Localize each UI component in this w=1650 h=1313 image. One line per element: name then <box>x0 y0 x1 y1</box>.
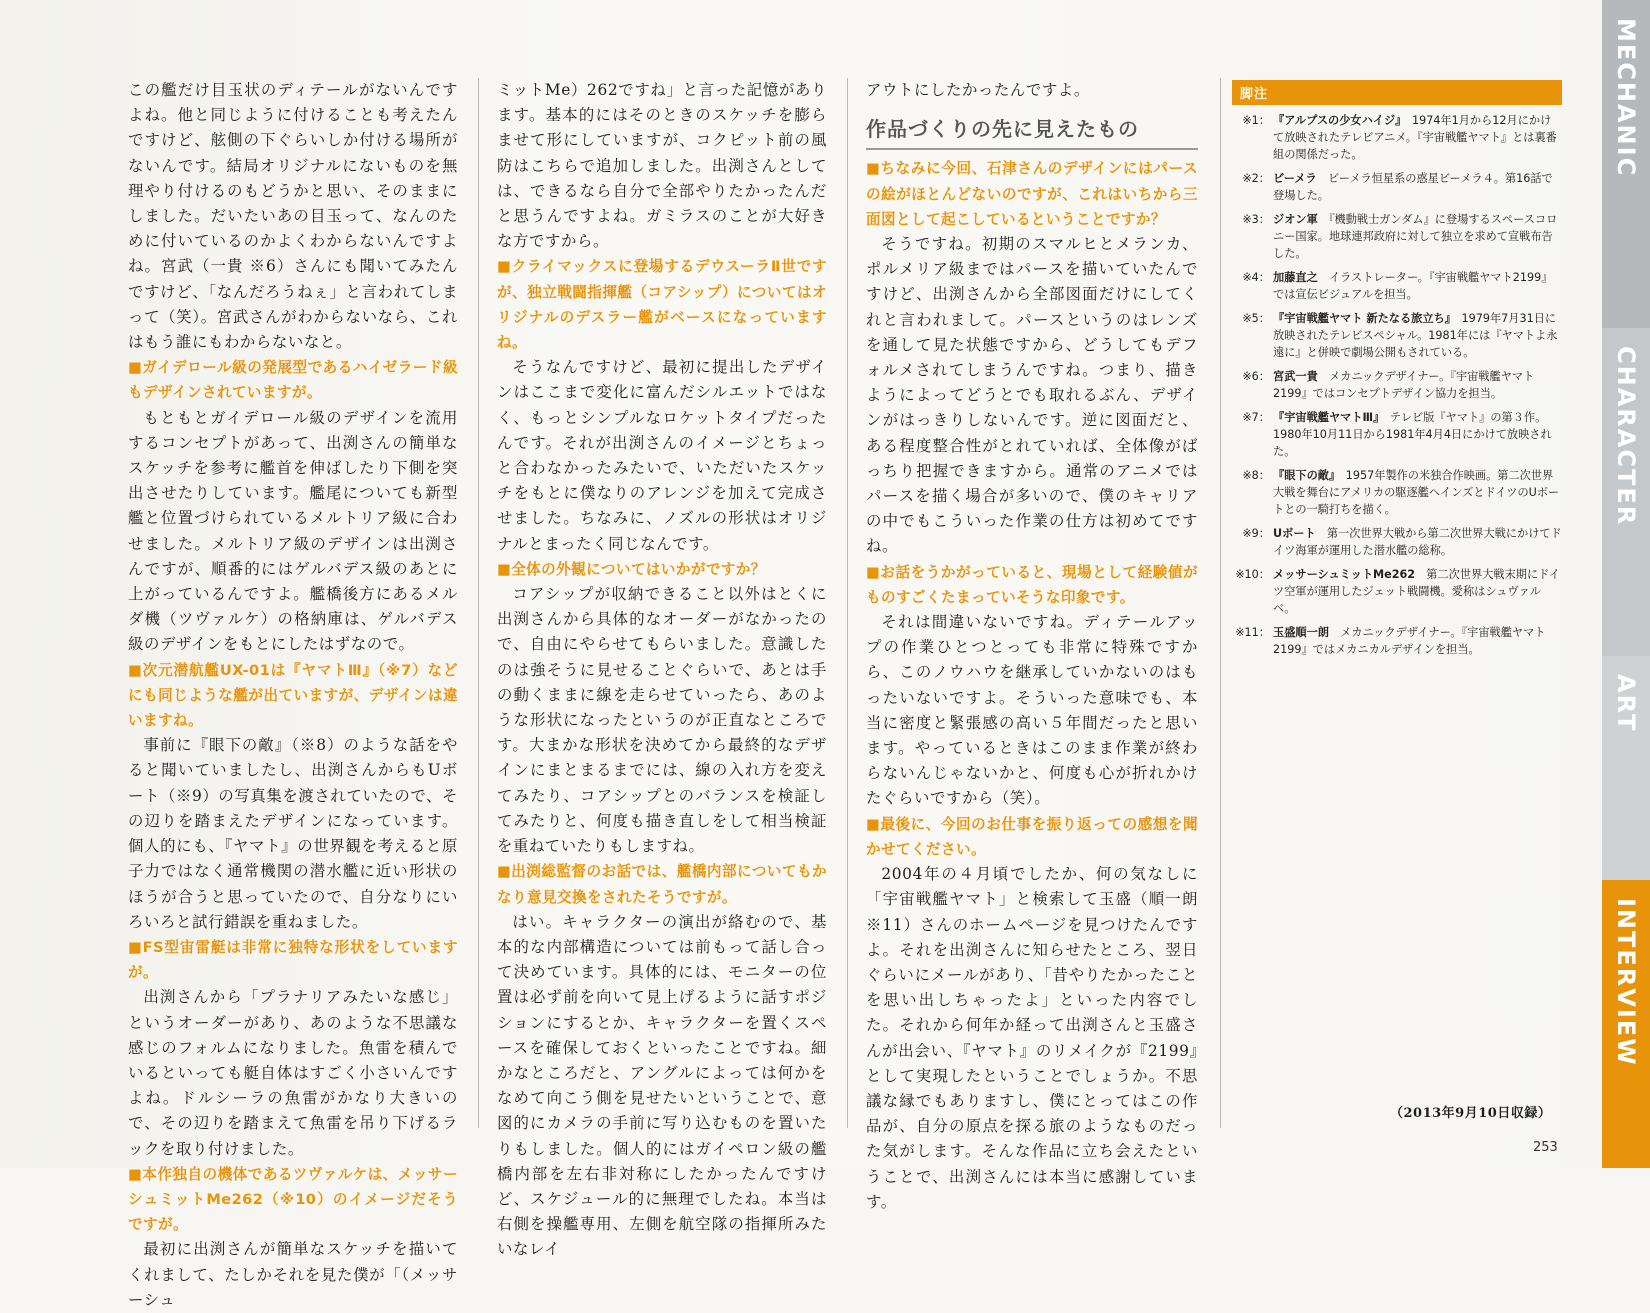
footnote-term: ビーメラ <box>1273 172 1317 185</box>
page-number: 253 <box>1533 1140 1558 1155</box>
interview-question: ■ガイデロール級の発展型であるハイゼラード級もデザインされていますが。 <box>128 359 458 402</box>
footnotes-heading: 脚注 <box>1232 80 1562 105</box>
footnote-term: 『宇宙戦艦ヤマトⅢ』 <box>1273 411 1379 424</box>
footnote-item <box>1232 310 1562 361</box>
interview-answer-paragraph: もともとガイデロール級のデザインを流用するコンセプトがあって、出渕さんの簡単なスケッチを参考に艦首を伸ばしたり下側を突出させたりしています。艦尾についても新型艦と位置づけられているメルトリア級に合わせました。メルトリア級のデザインは出渕さんですが、順番的にはゲルバデス級のあとに上がっているんですよ。艦橋後方にあるメルダ機（ツヴァルケ）の格納庫は、ゲルバデス級のデザインをもとにしたはずなので。 <box>128 408 458 654</box>
footnote-body <box>1273 112 1562 163</box>
footnote-number: ※1： <box>1242 114 1270 127</box>
tab-interview[interactable]: INTERVIEW <box>1602 880 1650 1168</box>
section-sidebar <box>1602 0 1650 1168</box>
footnote-item <box>1232 525 1562 559</box>
footnote-body <box>1273 566 1562 617</box>
footnote-item <box>1232 170 1562 204</box>
footnote-text: メカニックデザイナー。『宇宙戦艦ヤマト2199』ではコンセプトデザイン協力を担当。 <box>1273 370 1535 400</box>
footnote-body <box>1273 269 1562 303</box>
footnote-text: 1957年製作の米独合作映画。第二次世界大戦を舞台にアメリカの駆逐艦ヘインズとドイツのUボートとの一騎打ちを描く。 <box>1273 469 1560 516</box>
footnote-number: ※2： <box>1242 172 1270 185</box>
article-column-2 <box>497 78 827 1259</box>
interview-question: ■全体の外観についてはいかがですか？ <box>497 560 766 578</box>
footnote-body <box>1273 409 1562 460</box>
interview-question: ■本作独自の機体であるツヴァルケは、メッサーシュミットMe262（※10）のイメージだそうですが。 <box>128 1165 458 1234</box>
footnote-text: イラストレーター。『宇宙戦艦ヤマト2199』では宣伝ビジュアルを担当。 <box>1273 271 1553 301</box>
footnote-text: 『機動戦士ガンダム』に登場するスペースコロニー国家。地球連邦政府に対して独立を求めて宣戦布告した。 <box>1273 213 1558 260</box>
footnote-number: ※11： <box>1235 626 1270 639</box>
footnote-term: 『宇宙戦艦ヤマト 新たなる旅立ち』 <box>1273 312 1451 325</box>
footnote-number: ※5： <box>1242 312 1270 325</box>
tab-art[interactable]: ART <box>1602 656 1650 880</box>
footnote-text: テレビ版『ヤマト』の第３作。1980年10月11日から1981年4月4日にかけて放映された。 <box>1273 411 1552 458</box>
interview-answer-paragraph: そうですね。初期のスマルヒとメランカ、ポルメリア級まではパースを描いていたんですけど、出渕さんから全部図面だけにしてくれと言われまして。パースというのはレンズを通して見た状態ですから、どうしてもデフォルメされてしまうんですね。つまり、描きようによってどうとでも取れるぶん、デザインがはっきりしないんです。逆に図面だと、ある程度整合性がとれていれば、全体像がばっちり把握できますから。通常のアニメではパースを描く場合が多いので、僕のキャリアの中でもこういった作業の仕方は初めてですね。 <box>866 235 1198 556</box>
interview-answer-paragraph: ミットMe）262ですね」と言った記憶があります。基本的にはそのときのスケッチを膨らませて形にしていますが、コクピット前の風防はこちらで追加しました。出渕さんとしては、できるなら自分で全部やりたかったんだと思うんですよね。ガミラスのことが大好きな方ですから。 <box>497 81 827 251</box>
footnote-item <box>1232 467 1562 518</box>
tab-mechanic[interactable]: MECHANIC <box>1602 0 1650 328</box>
interview-question: ■ちなみに今回、石津さんのデザインにはパースの絵がほとんどないのですが、これはいちから三面図として起こしているということですか？ <box>866 160 1198 228</box>
footnote-item <box>1232 409 1562 460</box>
footnote-text: メカニックデザイナー。『宇宙戦艦ヤマト2199』ではメカニカルデザインを担当。 <box>1273 626 1546 656</box>
article-column-3 <box>866 78 1198 1211</box>
footnote-item <box>1232 566 1562 617</box>
interview-answer-paragraph: 出渕さんから「プラナリアみたいな感じ」というオーダーがあり、あのような不思議な感じのフォルムになりました。魚雷を積んでいるといっても艇自体はすごく小さいんですよね。ドルシーラの魚雷がかなり大きいので、その辺りを踏まえて魚雷を吊り下げるラックを取り付けました。 <box>128 988 458 1158</box>
footnote-text: 第一次世界大戦から第二次世界大戦にかけてドイツ海軍が運用した潜水艦の総称。 <box>1273 527 1562 557</box>
footnote-body <box>1273 170 1562 204</box>
interview-answer-paragraph: 最初に出渕さんが簡単なスケッチを描いてくれまして、たしかそれを見た僕が「（メッサーシュ <box>128 1240 458 1309</box>
interview-answer-paragraph: それは間違いないですね。ディテールアップの作業ひとつとっても非常に特殊ですから、このノウハウを継承していかないのはもったいないですよ。そういった意味でも、本当に密度と緊張感の高い５年間だったと思います。やっているときはこのまま作業が終わらないんじゃないかと、何度も心が折れかけたぐらいですから（笑）。 <box>866 613 1198 808</box>
footnote-body <box>1273 624 1562 658</box>
footnote-body <box>1273 211 1562 262</box>
footnote-term: 宮武一貴 <box>1273 370 1318 383</box>
footnote-term: Uボート <box>1273 527 1316 540</box>
footnote-number: ※10： <box>1235 568 1270 581</box>
footnote-body <box>1273 368 1562 402</box>
footnote-body <box>1273 467 1562 518</box>
interview-answer-paragraph: はい。キャラクターの演出が絡むので、基本的な内部構造については前もって話し合って決めています。具体的には、モニターの位置は必ず前を向いて見上げるように話すポジションにするとか、キャラクターを置くスペースを確保しておくといったことですね。細かなところだと、アングルによっては何かをなめて向こう側を見せたいということで、意図的にカメラの手前に写り込むものを置いたりもしました。個人的にはガイペロン級の艦橋内部を左右非対称にしたかったんですけど、スケジュール的に無理でしたね。本当は右側を操艦専用、左側を航空隊の指揮所みたいなレイ <box>497 912 827 1259</box>
column-divider <box>1220 78 1221 1128</box>
footnote-term: ジオン軍 <box>1273 213 1318 226</box>
interview-answer-paragraph: この艦だけ目玉状のディテールがないんですよね。他と同じように付けることも考えたんですけど、舷側の下ぐらいしか付ける場所がないんです。結局オリジナルにないものを無理やり付けるのもどうかと思い、そのままにしました。だいたいあの目玉って、なんのために付いているのかよくわからないんですよね。宮武（一貴 ※6）さんにも聞いてみたんですけど、「なんだろうねぇ」と言われてしまって（笑）。宮武さんがわからないなら、これはもう誰にもわからないなと。 <box>128 81 458 352</box>
footnote-number: ※7： <box>1242 411 1270 424</box>
footnote-item <box>1232 211 1562 262</box>
footnote-item <box>1232 624 1562 658</box>
footnote-item <box>1232 269 1562 303</box>
tab-character[interactable]: CHARACTER <box>1602 328 1650 656</box>
footnotes-panel <box>1232 80 1562 658</box>
footnote-text: 第二次世界大戦末期にドイツ空軍が運用したジェット戦闘機。愛称はシュヴァルベ。 <box>1273 568 1560 615</box>
footnote-item <box>1232 112 1562 163</box>
interview-answer-paragraph: そうなんですけど、最初に提出したデザインはここまで変化に富んだシルエットではなく、もっとシンプルなロケットタイプだったんです。それが出渕さんのイメージとちょっと合わなかったみたいで、いただいたスケッチをもとに僕なりのアレンジを加えて完成させました。ちなみに、ノズルの形状はオリジナルとまったく同じなんです。 <box>497 358 827 553</box>
footnote-term: メッサーシュミットMe262 <box>1273 568 1416 581</box>
footnote-number: ※3： <box>1242 213 1270 226</box>
interview-question: ■お話をうかがっていると、現場として経験値がものすごくたまっていそうな印象です。 <box>866 563 1198 606</box>
recording-date-note: （2013年9月10日収録） <box>1390 1106 1552 1121</box>
footnote-number: ※4： <box>1242 271 1270 284</box>
footnote-body <box>1273 310 1562 361</box>
footnote-term: 加藤直之 <box>1273 271 1318 284</box>
footnote-text: 1979年7月31日に放映されたテレビスペシャル。1981年には『ヤマトよ永遠に』と併映で劇場公開もされている。 <box>1273 312 1558 359</box>
interview-question: ■FS型宙雷艇は非常に独特な形状をしていますが。 <box>128 938 458 982</box>
footnote-term: 『アルプスの少女ハイジ』 <box>1273 114 1401 127</box>
interview-question: ■出渕総監督のお話では、艦橋内部についてもかなり意見交換をされたそうですが。 <box>497 863 827 906</box>
footnote-number: ※9： <box>1242 527 1270 540</box>
article-column-1 <box>128 78 458 1309</box>
footnote-term: 『眼下の敵』 <box>1273 469 1335 482</box>
interview-answer-paragraph: 事前に『眼下の敵』（※8）のような話をやると聞いていましたし、出渕さんからもUボート（※9）の写真集を渡されていたので、その辺りを踏まえたデザインになっています。個人的にも、『ヤマト』の世界観を考えると原子力ではなく通常機関の潜水艦に近い形状のほうが合うと思っていたので、自分なりにいろいろと試行錯誤を重ねました。 <box>128 736 458 931</box>
footnote-text: ビーメラ恒星系の惑星ビーメラ４。第16話で登場した。 <box>1273 172 1553 202</box>
interview-question: ■クライマックスに登場するデウスーラⅡ世ですが、独立戦闘指揮艦（コアシップ）についてはオリジナルのデスラー艦がベースになっていますね。 <box>497 258 827 352</box>
column-divider <box>478 78 479 1128</box>
footnote-body <box>1273 525 1562 559</box>
interview-question: ■最後に、今回のお仕事を振り返っての感想を聞かせてください。 <box>866 815 1198 858</box>
footnote-term: 玉盛順一朗 <box>1273 626 1329 639</box>
column-divider <box>847 78 848 1128</box>
footnote-number: ※6： <box>1242 370 1270 383</box>
footnote-item <box>1232 368 1562 402</box>
section-heading: 作品づくりの先に見えたもの <box>866 117 1198 150</box>
footnote-number: ※8： <box>1242 469 1270 482</box>
interview-question: ■次元潜航艦UX-01は『ヤマトⅢ』（※7）などにも同じような艦が出ていますが、デザインは違いますね。 <box>128 661 458 730</box>
footnote-text: 1974年1月から12月にかけて放映されたテレビアニメ。『宇宙戦艦ヤマト』とは裏番組の関係だった。 <box>1273 114 1557 161</box>
interview-answer-paragraph: アウトにしたかったんですよ。 <box>866 81 1090 99</box>
interview-answer-paragraph: 2004年の４月頃でしたか、何の気なしに「宇宙戦艦ヤマト」と検索して玉盛（順一朗 ※11）さんのホームページを見つけたんですよ。それを出渕さんに知らせたところ、翌日ぐらいにメールがあり、「昔やりたかったことを思い出しちゃったよ」といった内容でした。それから何年か経って出渕さんと玉盛さんが出会い、『ヤマト』のリメイクが『2199』として実現したということでしょうか。不思議な縁でもありますし、僕にとってはこの作品が、自分の原点を探る旅のようなものだった気がします。そんな作品に立ち会えたということで、出渕さんには本当に感謝しています。 <box>866 865 1198 1211</box>
interview-answer-paragraph: コアシップが収納できること以外はとくに出渕さんから具体的なオーダーがなかったので、自由にやらせてもらいました。意識したのは強そうに見せることぐらいで、あとは手の動くままに線を走らせていったら、あのような形状になったというのが正直なところです。大まかな形状を決めてから最終的なデザインにまとまるまでには、線の入れ方を変えてみたり、コアシップとのバランスを検証してみたりと、何度も描き直しをして相当検証を重ねていたりもしますね。 <box>497 585 827 856</box>
footnotes-list <box>1232 112 1562 658</box>
